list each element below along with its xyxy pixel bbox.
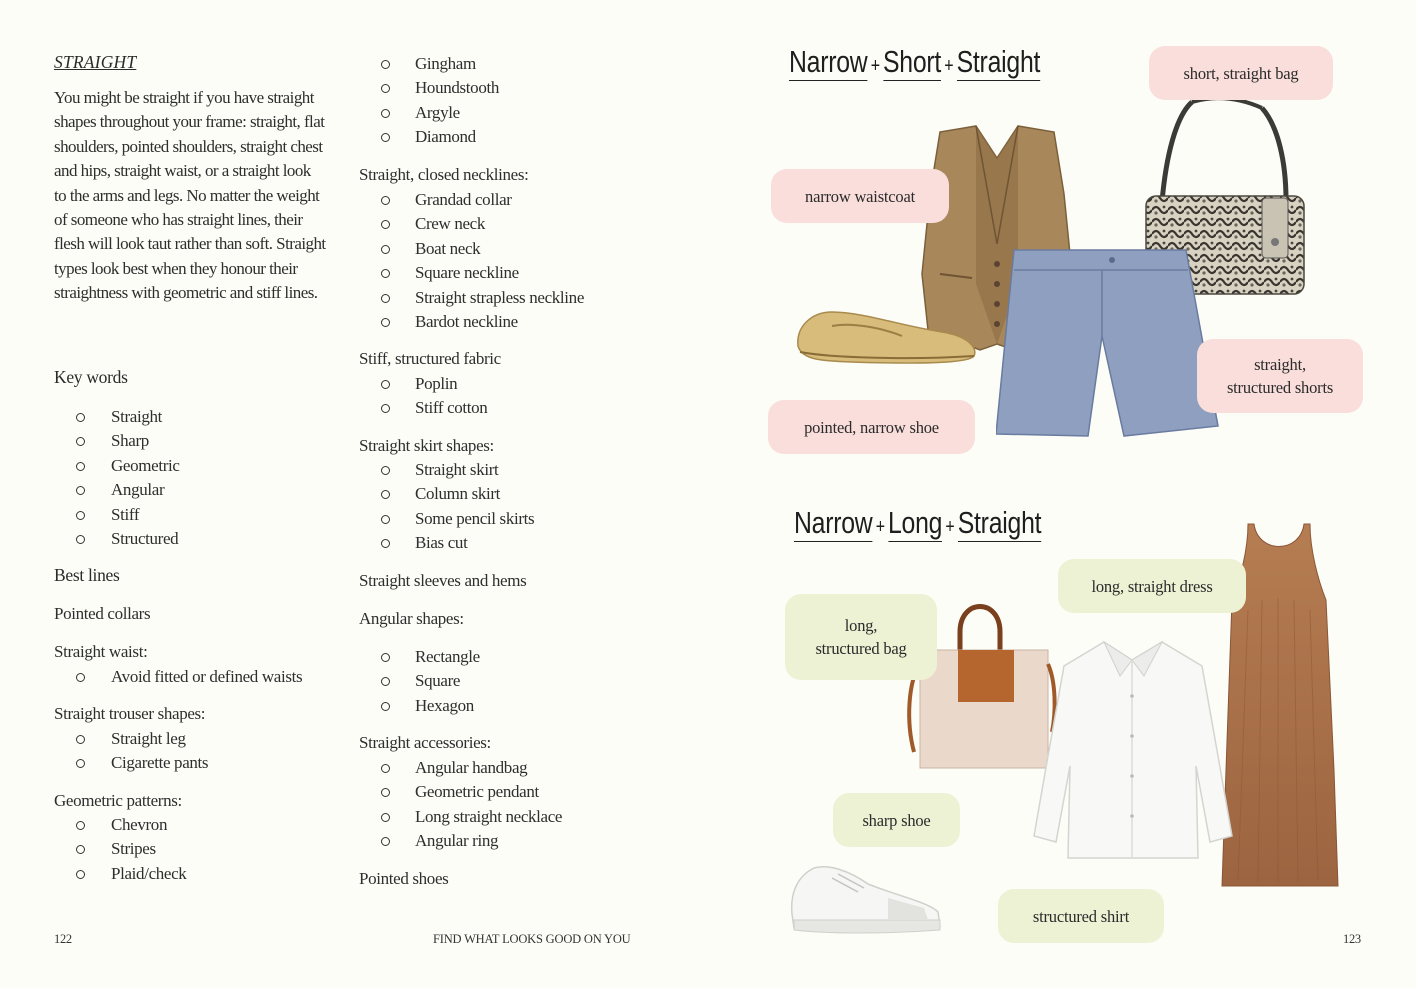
- list-item: Straight strapless neckline: [359, 286, 584, 310]
- section-heading-straight: STRAIGHT: [54, 52, 137, 72]
- list-item: Poplin: [359, 372, 487, 396]
- trouser-shapes-list: [54, 727, 208, 776]
- list-item: Long straight necklace: [359, 805, 562, 829]
- list-item: Hexagon: [359, 694, 480, 718]
- intro-paragraph: You might be straight if you have straight shapes throughout your frame: straight, flat shoulders, pointed shoulders, straight chest and hips, straight waist, or a straight look to the arms and legs. No matter the weight of someone who has straight lines, their flesh will look taut rather than soft. Straight types look best when they honour their straightness with geometric and stiff lines.: [54, 88, 326, 303]
- pointed-shoes-text: Pointed shoes: [359, 869, 449, 888]
- list-item: Rectangle: [359, 645, 480, 669]
- label-long-structured-bag: [785, 594, 937, 680]
- section-title-narrow-long-straight: Narrow + Long + Straight: [794, 505, 1042, 540]
- page-number-right: 123: [1343, 932, 1361, 946]
- angular-shapes-heading: Angular shapes:: [359, 609, 464, 628]
- straight-waist-list: [54, 665, 302, 689]
- list-item: Chevron: [54, 813, 186, 837]
- accessories-list: [359, 756, 562, 854]
- label-straight-structured-shorts: [1197, 339, 1363, 413]
- fabric-heading: Stiff, structured fabric: [359, 349, 501, 368]
- sleeves-hems-text: Straight sleeves and hems: [359, 571, 527, 590]
- list-item: Square neckline: [359, 261, 584, 285]
- section-title-narrow-short-straight: Narrow + Short + Straight: [789, 44, 1041, 79]
- list-item: Stiff: [54, 503, 180, 527]
- list-item: Grandad collar: [359, 188, 584, 212]
- necklines-list: [359, 188, 584, 334]
- list-item: Gingham: [359, 52, 499, 76]
- necklines-heading: Straight, closed necklines:: [359, 165, 529, 184]
- label-text-line: structured shorts: [1226, 378, 1334, 397]
- label-pointed-narrow-shoe: pointed, narrow shoe: [768, 400, 975, 454]
- list-item: Argyle: [359, 101, 499, 125]
- trouser-shapes-heading: Straight trouser shapes:: [54, 704, 206, 723]
- key-words-heading: Key words: [54, 367, 128, 387]
- list-item: Angular ring: [359, 829, 562, 853]
- list-item: Stripes: [54, 837, 186, 861]
- label-text-line: structured bag: [815, 639, 907, 658]
- list-item: Plaid/check: [54, 862, 186, 886]
- list-item: Structured: [54, 527, 180, 551]
- list-item: Boat neck: [359, 237, 584, 261]
- accessories-heading: Straight accessories:: [359, 733, 491, 752]
- list-item: Bias cut: [359, 531, 534, 555]
- gold-flat-shoe-image: [792, 306, 980, 368]
- geometric-patterns-list: [54, 813, 186, 886]
- pointed-collars-text: Pointed collars: [54, 604, 151, 623]
- list-item: Square: [359, 669, 480, 693]
- label-structured-shirt: structured shirt: [998, 889, 1164, 943]
- list-item: Cigarette pants: [54, 751, 208, 775]
- list-item: Crew neck: [359, 212, 584, 236]
- list-item: Straight leg: [54, 727, 208, 751]
- list-item: Angular: [54, 478, 180, 502]
- list-item: Geometric: [54, 454, 180, 478]
- label-narrow-waistcoat: narrow waistcoat: [771, 169, 949, 223]
- straight-waist-heading: Straight waist:: [54, 642, 148, 661]
- list-item: Avoid fitted or defined waists: [54, 665, 302, 689]
- skirt-shapes-heading: Straight skirt shapes:: [359, 436, 494, 455]
- list-item: Straight: [54, 405, 180, 429]
- label-long-straight-dress: long, straight dress: [1058, 559, 1246, 613]
- label-text-line: straight,: [1254, 355, 1306, 374]
- angular-shapes-list: [359, 645, 480, 718]
- page-number-left: 122: [54, 932, 72, 946]
- list-item: Sharp: [54, 429, 180, 453]
- patterns-continued-list: [359, 52, 499, 150]
- running-head: FIND WHAT LOOKS GOOD ON YOU: [433, 932, 631, 946]
- label-text-line: long,: [844, 616, 878, 635]
- fabric-list: [359, 372, 487, 421]
- list-item: Diamond: [359, 125, 499, 149]
- key-words-list: [54, 405, 180, 551]
- skirt-shapes-list: [359, 458, 534, 556]
- list-item: Straight skirt: [359, 458, 534, 482]
- list-item: Geometric pendant: [359, 780, 562, 804]
- list-item: Bardot neckline: [359, 310, 584, 334]
- list-item: Some pencil skirts: [359, 507, 534, 531]
- list-item: Column skirt: [359, 482, 534, 506]
- geometric-patterns-heading: Geometric patterns:: [54, 791, 182, 810]
- white-shirt-image: [1032, 636, 1234, 862]
- list-item: Angular handbag: [359, 756, 562, 780]
- label-sharp-shoe: sharp shoe: [833, 793, 960, 847]
- list-item: Stiff cotton: [359, 396, 487, 420]
- label-short-straight-bag: short, straight bag: [1149, 46, 1333, 100]
- best-lines-heading: Best lines: [54, 565, 120, 585]
- list-item: Houndstooth: [359, 76, 499, 100]
- white-sneaker-image: [788, 862, 944, 936]
